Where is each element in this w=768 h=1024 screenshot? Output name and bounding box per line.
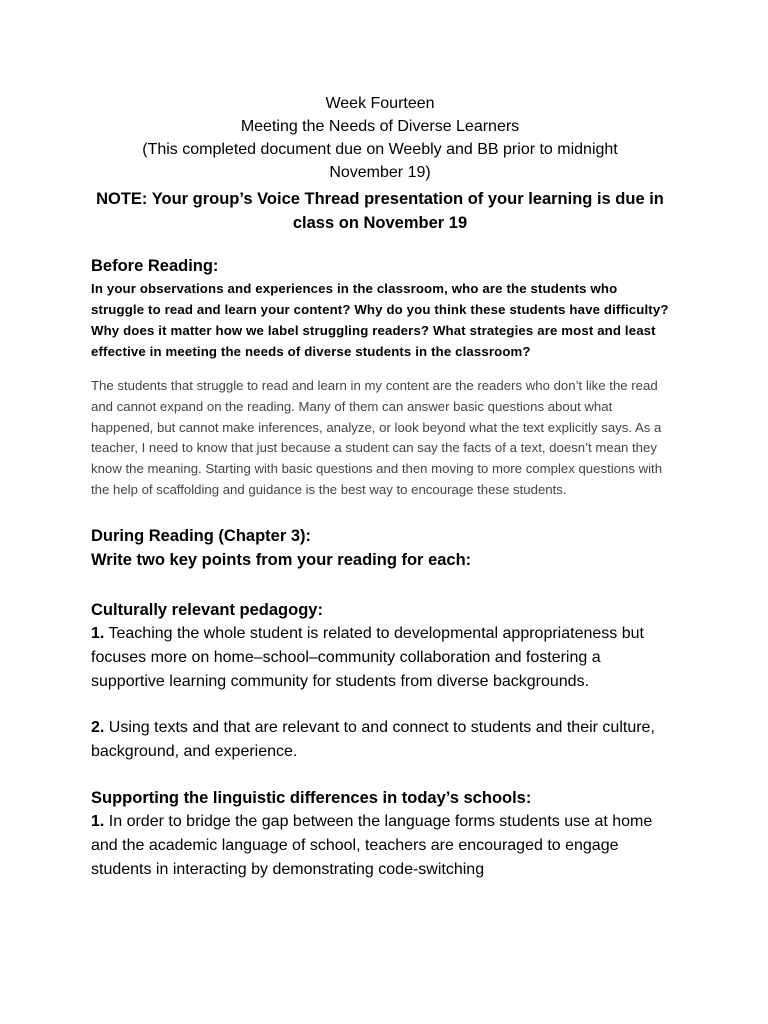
point-number: 2. [91,718,105,736]
due-instructions: (This completed document due on Weebly and BB prior to midnight [142,141,618,158]
during-reading-heading: During Reading (Chapter 3): [91,526,312,545]
presentation-note: NOTE: Your group’s Voice Thread presentation of your learning is due in class on November 19 [96,190,664,232]
due-date: November 19) [329,164,431,181]
culturally-relevant-point-1 [91,622,671,694]
before-reading-prompt-2: Why does it matter how we label struggling readers? What strategies are most and least effective in meeting the needs of diverse students in the classroom? [91,323,656,359]
topic-title: Meeting the Needs of Diverse Learners [240,118,520,135]
linguistic-differences-heading: Supporting the linguistic differences in today’s schools: [91,788,532,807]
culturally-relevant-point-2 [91,716,671,764]
linguistic-point-1 [91,810,671,882]
during-reading-instruction: Write two key points from your reading for each: [91,550,472,569]
culturally-relevant-heading: Culturally relevant pedagogy: [91,600,323,619]
document-header [90,92,670,235]
point-text: Teaching the whole student is related to developmental appropriateness but focuses more on home–school–community collaboration and fostering a supportive learning community for students from diverse backgrounds. [91,624,644,690]
point-text: Using texts and that are relevant to and connect to students and their culture, background, and experience. [91,718,655,760]
point-number: 1. [91,812,105,830]
point-text: In order to bridge the gap between the language forms students use at home and the academic language of school, teachers are encouraged to engage students in interacting by demonstrating code-switching [91,812,653,878]
point-number: 1. [91,624,105,642]
before-reading-heading: Before Reading: [91,257,219,275]
before-reading-answer: The students that struggle to read and learn in my content are the readers who don’t like the read and cannot expand on the reading. Many of them can answer basic questions about what happened, but cannot make inferences, analyze, or look beyond what the text explicitly says. As a teacher, I need to know that just because a student can say the facts of a text, doesn’t mean they know the meaning. Starting with basic questions and then moving to more complex questions with the help of scaffolding and guidance is the best way to encourage these students. [91,378,663,497]
before-reading-prompt-1: In your observations and experiences in the classroom, who are the students who struggle to read and learn your content? Why do you think these students have difficulty? [91,281,669,317]
week-title: Week Fourteen [325,95,435,112]
document-body [91,254,671,882]
